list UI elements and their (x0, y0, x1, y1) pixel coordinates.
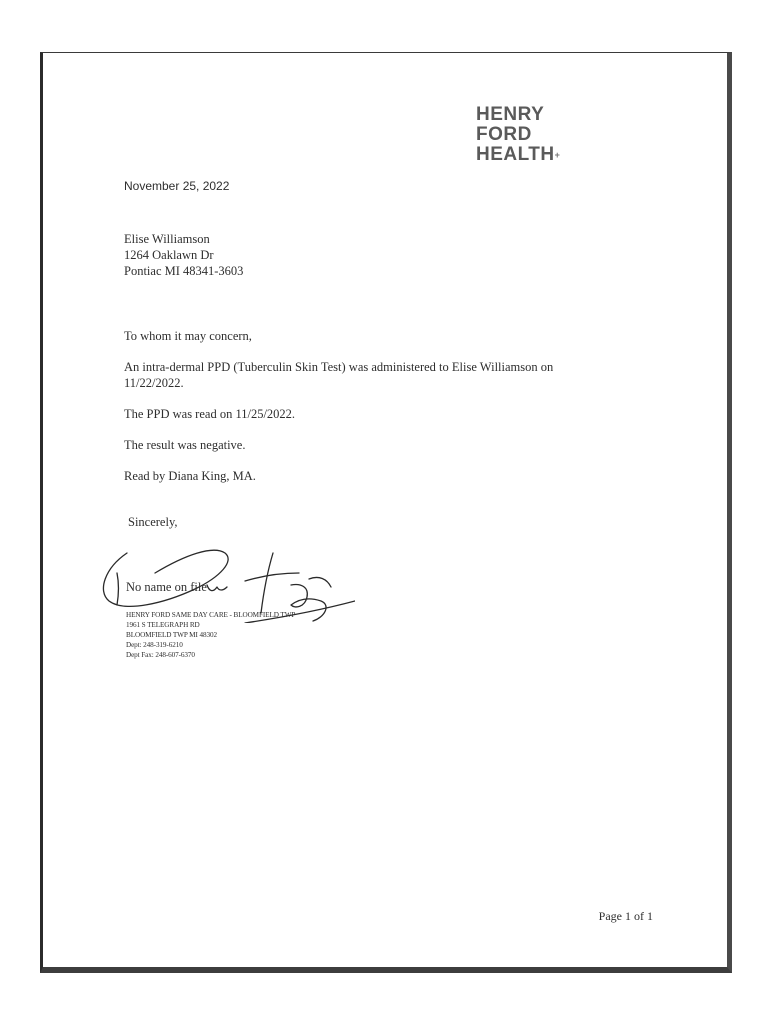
logo-line-3-text: HEALTH (476, 144, 555, 165)
signer-name: No name on file (126, 580, 207, 594)
department-block (126, 610, 295, 660)
recipient-city: Pontiac MI 48341-3603 (124, 264, 244, 278)
department-fax: Dept Fax: 248-607-6370 (126, 651, 195, 659)
logo-mark: + (554, 150, 561, 160)
logo-line-3 (476, 145, 560, 165)
letter-date: November 25, 2022 (124, 179, 230, 193)
body-paragraph-3: The result was negative. (124, 438, 246, 452)
recipient-address (124, 231, 243, 279)
department-phone: Dept: 248-319-6210 (126, 641, 183, 649)
handwritten-signature-icon (95, 513, 355, 623)
closing: Sincerely, (128, 515, 178, 529)
department-name: HENRY FORD SAME DAY CARE - BLOOMFIELD TWP (126, 611, 296, 619)
department-street: 1961 S TELEGRAPH RD (126, 621, 200, 629)
department-city: BLOOMFIELD TWP MI 48302 (126, 631, 217, 639)
logo-line-2: FORD (476, 124, 532, 145)
body-paragraph-1: An intra-dermal PPD (Tuberculin Skin Test) was administered to Elise Williamson on 11/22/2022. (124, 360, 554, 390)
page-number: Page 1 of 1 (598, 909, 653, 923)
body-paragraph-4: Read by Diana King, MA. (124, 469, 256, 483)
henry-ford-health-logo (476, 105, 560, 165)
letter-body (124, 328, 604, 499)
letter-page (40, 52, 732, 973)
recipient-street: 1264 Oaklawn Dr (124, 248, 214, 262)
body-paragraph-2: The PPD was read on 11/25/2022. (124, 407, 296, 421)
salutation: To whom it may concern, (124, 329, 252, 343)
logo-line-1: HENRY (476, 104, 545, 125)
recipient-name: Elise Williamson (124, 232, 210, 246)
